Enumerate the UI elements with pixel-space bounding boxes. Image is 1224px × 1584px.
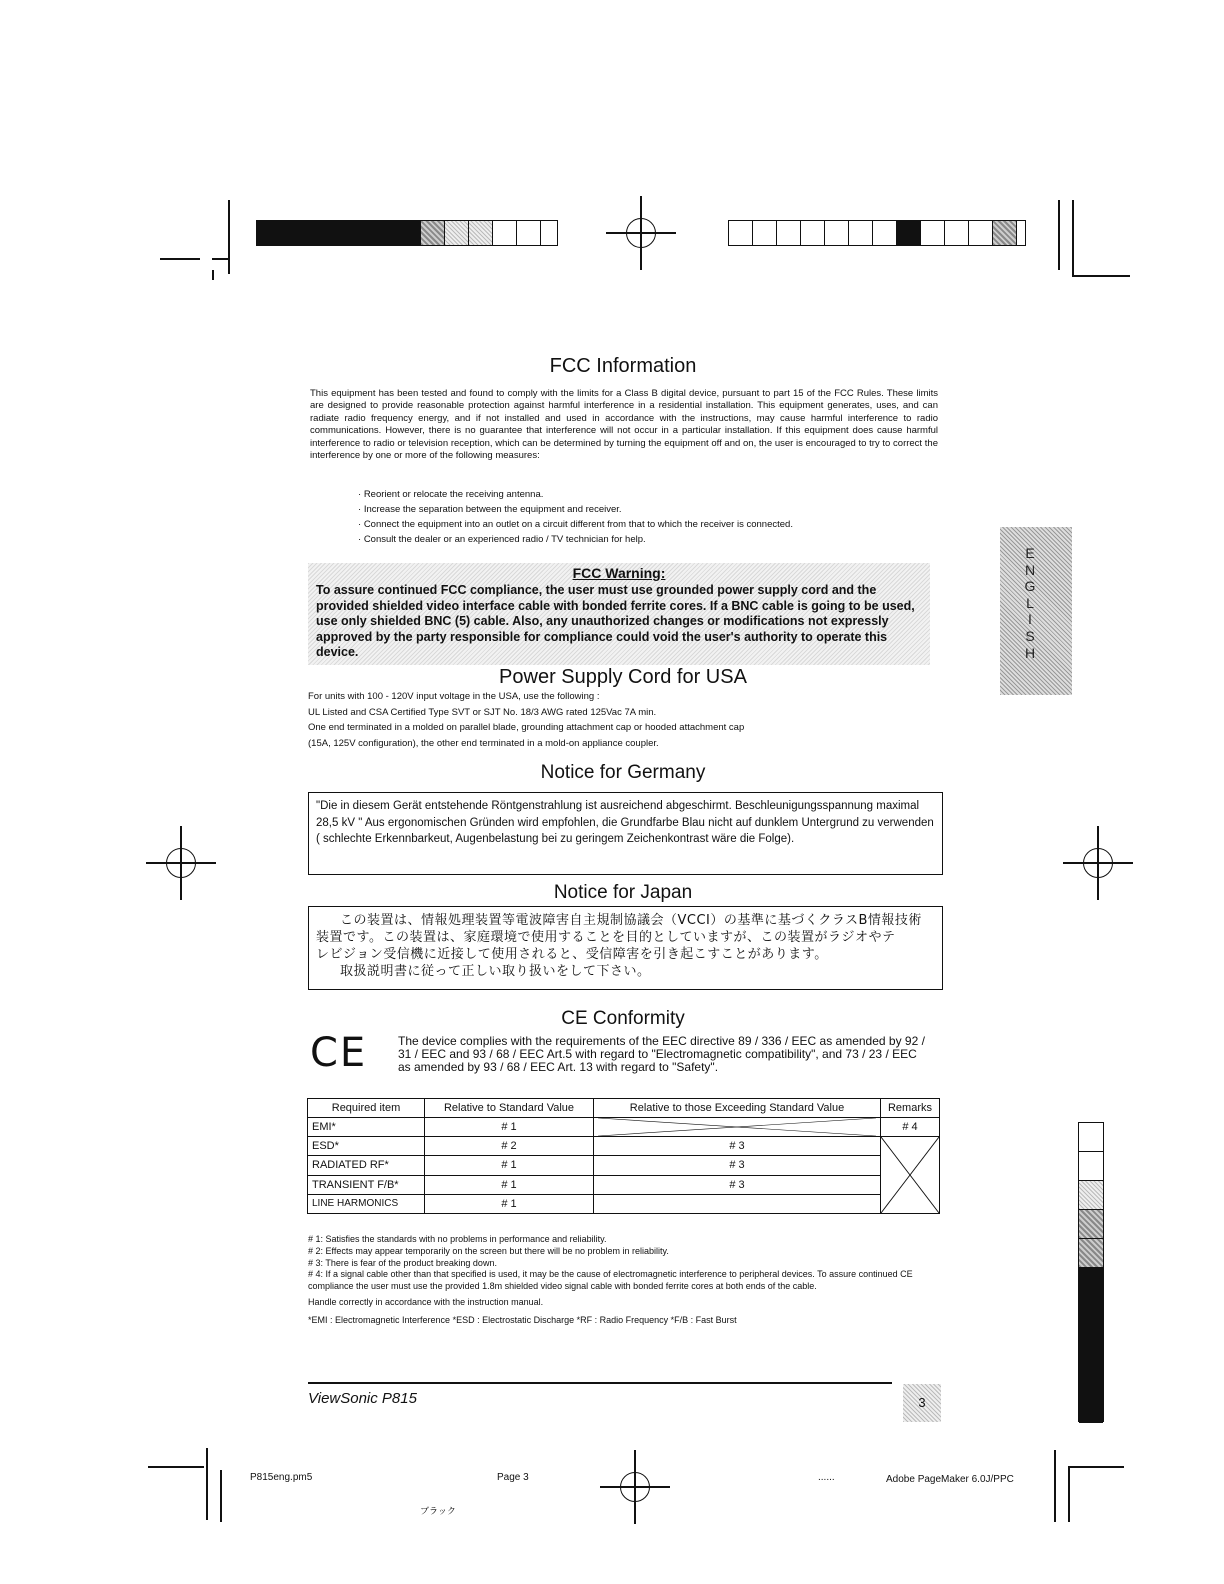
registration-mark-bottom [612, 1464, 658, 1510]
fcc-title: FCC Information [549, 355, 697, 377]
table-cell: # 1 [425, 1194, 594, 1213]
fcc-measures-list [358, 487, 793, 547]
crop-mark [220, 1470, 222, 1522]
right-color-strip [1078, 1122, 1104, 1422]
germany-title: Notice for Germany [540, 762, 706, 783]
color-bar-left [256, 220, 558, 246]
strike-lines [598, 1118, 876, 1136]
table-cell: ESD* [308, 1137, 425, 1156]
table-cell: # 1 [425, 1156, 594, 1175]
color-bar-right [728, 220, 1026, 246]
list-item: · Increase the separation between the equipment and receiver. [358, 504, 622, 515]
fcc-body: This equipment has been tested and found to comply with the limits for a Class B digital device, pursuant to part 15 of the FCC Rules. These limits are designed to provide reasonable protection against harmful interference in a residential installation. This equipment generates, uses, and can radiate radio frequency energy, and if not installed and used in accordance with the instructions, may cause harmful interference to radio communications. However, there is no guarantee that interference will not occur in a particular installation. If this equipment does cause harmful interference to radio or television reception, which can be determined by turning the equipment off and on, the user is encouraged to try to correct the interference by one or more of the following measures: [310, 388, 938, 462]
language-tab-letters: E N G L I S H [1024, 545, 1036, 661]
footer-brand: ViewSonic P815 [308, 1390, 417, 1407]
registration-mark-left [158, 840, 204, 886]
fcc-warning-box [308, 563, 930, 665]
footnote: # 4: If a signal cable other than that specified is used, it may be the cause of electromagnetic interference to peripheral devices. To assure continued CE compliance the user must use the provided 1.8m shielded video signal cable with bonded ferrite cores at both ends of the cable. [308, 1269, 913, 1292]
ce-mark-logo: CE [310, 1030, 368, 1076]
germany-text: "Die in diesem Gerät entstehende Röntgenstrahlung ist ausreichend abgeschirmt. Beschleunigungsspannung maximal 28,5 kV " Aus ergonomischen Gründen wird empfohlen, die Grundfarbe Blau nicht auf dunklem Untergrund zu verwenden ( schlechte Erkennbarkeut, Augenbelastung bei zu geringem Zeichenkontrast wäre die Folge). [316, 800, 934, 845]
footer-app: Adobe PageMaker 6.0J/PPC [886, 1474, 1014, 1485]
footnote: *EMI : Electromagnetic Interference *ESD : Electrostatic Discharge *RF : Radio Frequency *F/B : Fast Burst [308, 1314, 737, 1325]
table-cell-struck [881, 1137, 940, 1214]
table-cell: RADIATED RF* [308, 1156, 425, 1175]
crop-mark [1072, 275, 1130, 277]
japan-title: Notice for Japan [553, 882, 693, 903]
table-cell: # 3 [594, 1156, 881, 1175]
power-lines: For units with 100 - 120V input voltage in the USA, use the following : UL Listed and CSA Certified Type SVT or SJT No. 18/3 AWG rated 125Vac 7A min. One end terminated in a molded on parallel blade, grounding attachment cap or hooded attachment cap (15A, 125V configuration), the other end terminated in a mold-on appliance coupler. [308, 691, 745, 749]
table-cell-struck [594, 1118, 881, 1137]
table-row [308, 1137, 940, 1156]
japan-text: この装置は、情報処理装置等電波障害自主規制協議会（VCCI）の基準に基づくクラスB情報技術 装置です。この装置は、家庭環境で使用することを目的としていますが、この装置がラジオやテ レビジョン受信機に近接して使用されると、受信障害を引き起こすことがあります。 取扱説明書に従って正しい取り扱いをして下さい。 [316, 913, 922, 979]
list-item: · Consult the dealer or an experienced radio / TV technician for help. [358, 534, 646, 545]
ce-text: The device complies with the requirements of the EEC directive 89 / 336 / EEC as amended by 92 / 31 / EEC and 93 / 68 / EEC Art.5 with regard to "Electromagnetic compatibility", and 73 / 23 / EEC as amended by 93 / 68 / EEC Art. 13 with regard to "Safety". [398, 1034, 925, 1074]
crop-mark [212, 258, 229, 260]
table-row [308, 1118, 940, 1137]
footer-file: P815eng.pm5 [250, 1472, 313, 1483]
power-title: Power Supply Cord for USA [499, 666, 747, 688]
crop-mark [212, 270, 214, 280]
strike-lines [881, 1137, 939, 1213]
column-header: Required item [308, 1099, 425, 1118]
crop-mark [206, 1448, 208, 1520]
fcc-warning-title: FCC Warning: [572, 565, 666, 581]
crop-mark [1054, 1450, 1056, 1522]
table-cell: # 2 [425, 1137, 594, 1156]
crop-mark [1072, 200, 1074, 276]
list-item: · Reorient or relocate the receiving antenna. [358, 489, 544, 500]
list-item: · Connect the equipment into an outlet on a circuit different from that to which the receiver is connected. [358, 519, 793, 530]
footnote: # 2: Effects may appear temporarily on the screen but there will be no problem in reliability. [308, 1245, 669, 1256]
column-header: Relative to those Exceeding Standard Value [594, 1099, 881, 1118]
crop-mark [228, 200, 230, 274]
page-number: 3 [903, 1384, 941, 1422]
table-cell: # 3 [594, 1137, 881, 1156]
footer-page-label: Page 3 [497, 1472, 529, 1483]
table-header-row [308, 1099, 940, 1118]
column-header: Relative to Standard Value [425, 1099, 594, 1118]
footnote: Handle correctly in accordance with the instruction manual. [308, 1296, 544, 1307]
table-cell: # 1 [425, 1175, 594, 1194]
footer-black-label: ブラック [420, 1507, 456, 1517]
registration-mark-top [618, 210, 664, 256]
table-cell: LINE HARMONICS [308, 1194, 425, 1213]
ce-title: CE Conformity [561, 1008, 685, 1029]
footnote: # 3: There is fear of the product breaking down. [308, 1257, 497, 1268]
footer-rule [308, 1382, 892, 1384]
fcc-warning-text: To assure continued FCC compliance, the user must use grounded power supply cord and the provided shielded video interface cable with bonded ferrite cores. If a BNC cable is going to be used, use only shielded BNC (5) cable. Also, any unauthorized changes or modifications not expressly approved by the party responsible for compliance could void the user's authority to operate this device. [316, 583, 915, 659]
ce-footnotes [308, 1234, 938, 1327]
crop-mark [1068, 1466, 1124, 1468]
column-header: Remarks [881, 1099, 940, 1118]
crop-mark [160, 258, 200, 260]
table-cell: # 1 [425, 1118, 594, 1137]
table-cell: EMI* [308, 1118, 425, 1137]
ce-table [307, 1098, 940, 1214]
table-row [308, 1156, 940, 1175]
table-row [308, 1194, 940, 1213]
table-cell: # 3 [594, 1175, 881, 1194]
table-row [308, 1175, 940, 1194]
registration-mark-right [1075, 840, 1121, 886]
table-cell [594, 1194, 881, 1213]
footnote: # 1: Satisfies the standards with no problems in performance and reliability. [308, 1234, 607, 1244]
crop-mark [1068, 1466, 1070, 1522]
table-cell: TRANSIENT F/B* [308, 1175, 425, 1194]
footer-dots: ...... [818, 1472, 835, 1483]
table-cell: # 4 [881, 1118, 940, 1137]
crop-mark [1058, 200, 1060, 270]
crop-mark [148, 1466, 204, 1468]
